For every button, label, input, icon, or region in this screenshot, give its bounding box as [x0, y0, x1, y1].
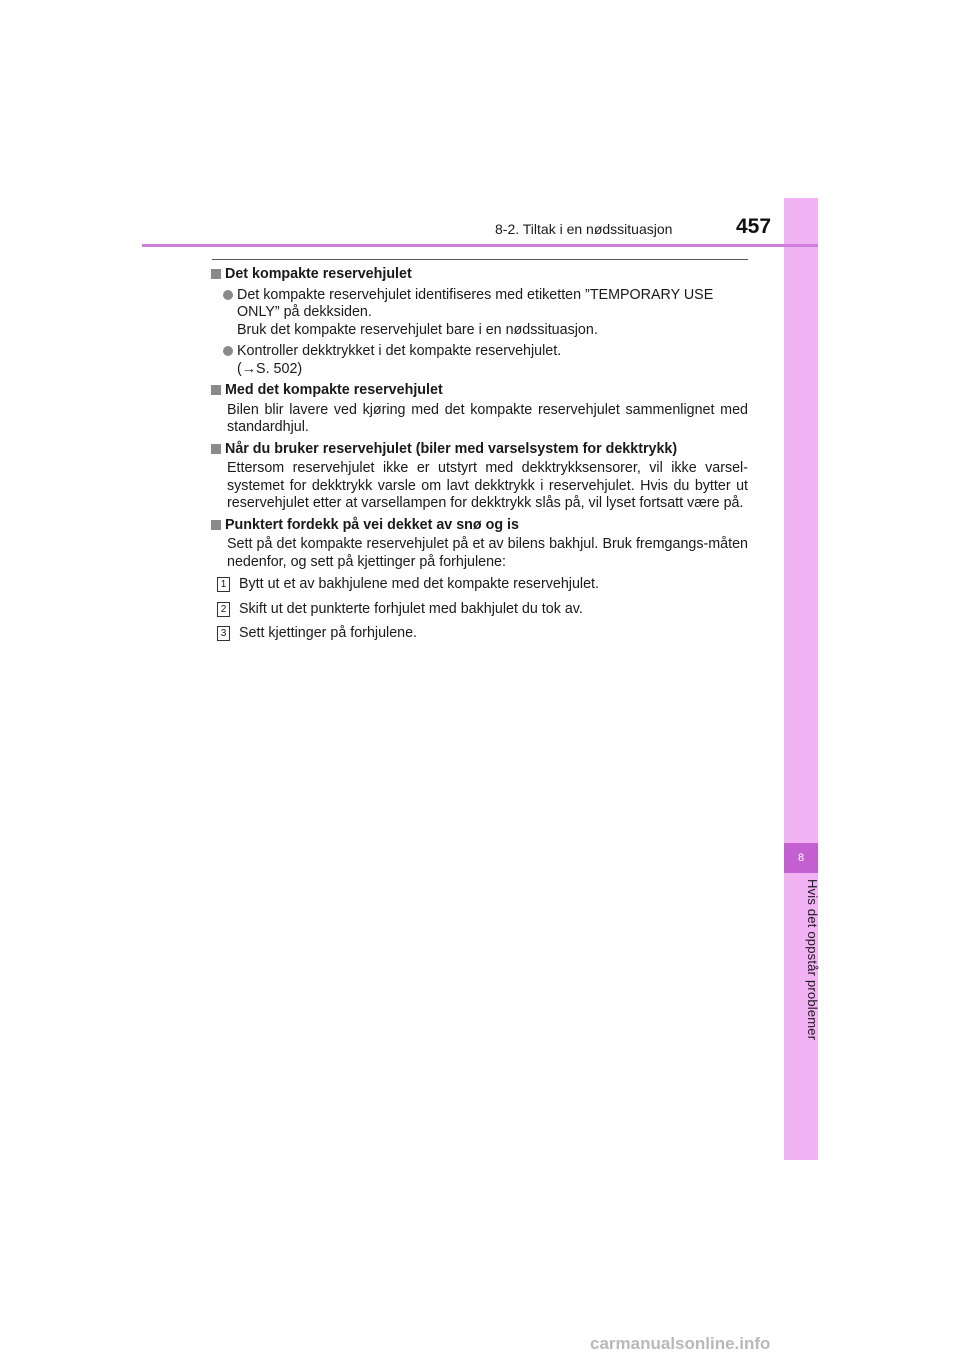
section-driving-with-spare — [210, 382, 748, 437]
list-item — [223, 287, 748, 340]
section-title: Med det kompakte reservehjulet — [225, 382, 443, 398]
step-number: 1 — [217, 577, 230, 592]
page-number: 457 — [736, 215, 772, 238]
round-bullet-icon — [223, 346, 233, 356]
section-snow-ice — [210, 517, 748, 643]
section-title: Punktert fordekk på vei dekket av snø og is — [225, 516, 519, 533]
watermark: carmanualsonline.info — [590, 1334, 771, 1353]
bullet-text: Bruk det kompakte reservehjulet bare i en nødssituasjon. — [237, 321, 598, 338]
content-rule — [212, 259, 748, 260]
chapter-number: 8 — [797, 852, 805, 864]
page-reference: (→S. 502) — [237, 360, 303, 377]
page-content — [210, 266, 748, 650]
step-item — [217, 601, 748, 619]
section-compact-spare — [210, 266, 748, 378]
bullet-text: Det kompakte reservehjulet identifiseres med etiketten ”TEMPORARY USE ONLY” på dekksiden. — [237, 286, 714, 320]
bullet-text: Kontroller dekktrykket i det kompakte reservehjulet. — [237, 343, 562, 359]
step-text: Skift ut det punkterte forhjulet med bakhjulet du tok av. — [239, 600, 583, 617]
section-tire-pressure-warning — [210, 441, 748, 513]
square-bullet-icon — [211, 444, 221, 454]
round-bullet-icon — [223, 290, 233, 300]
step-text: Sett kjettinger på forhjulene. — [239, 625, 418, 641]
section-text: Sett på det kompakte reservehjulet på et av bilens bakhjul. Bruk fremgangs-måten nedenfor, og sett på kjettinger på forhjulene: — [227, 536, 748, 570]
header-section-title: 8-2. Tiltak i en nødssituasjon — [495, 221, 673, 237]
step-item — [217, 625, 748, 643]
section-title: Det kompakte reservehjulet — [225, 266, 412, 282]
step-number: 2 — [217, 602, 230, 617]
square-bullet-icon — [211, 520, 221, 530]
section-text: Bilen blir lavere ved kjøring med det kompakte reservehjulet sammenlignet med standardhjul. — [227, 401, 748, 435]
square-bullet-icon — [211, 385, 221, 395]
section-text: Ettersom reservehjulet ikke er utstyrt med dekktrykksensorer, vil ikke varsel-systemet for dekktrykk varsle om lavt dekktrykk i reservehjulet. Hvis du bytter ut reservehjulet etter at varsellampen for dekktrykk slås på, vil lyset fortsatt være på. — [227, 460, 748, 511]
list-item — [223, 343, 748, 378]
step-number: 3 — [217, 626, 230, 641]
chapter-title: Hvis det oppstår problemer — [805, 879, 820, 1041]
square-bullet-icon — [211, 269, 221, 279]
section-title: Når du bruker reservehjulet (biler med varselsystem for dekktrykk) — [225, 440, 678, 457]
header-divider — [142, 244, 818, 247]
step-text: Bytt ut et av bakhjulene med det kompakte reservehjulet. — [239, 576, 600, 592]
step-item — [217, 576, 748, 594]
